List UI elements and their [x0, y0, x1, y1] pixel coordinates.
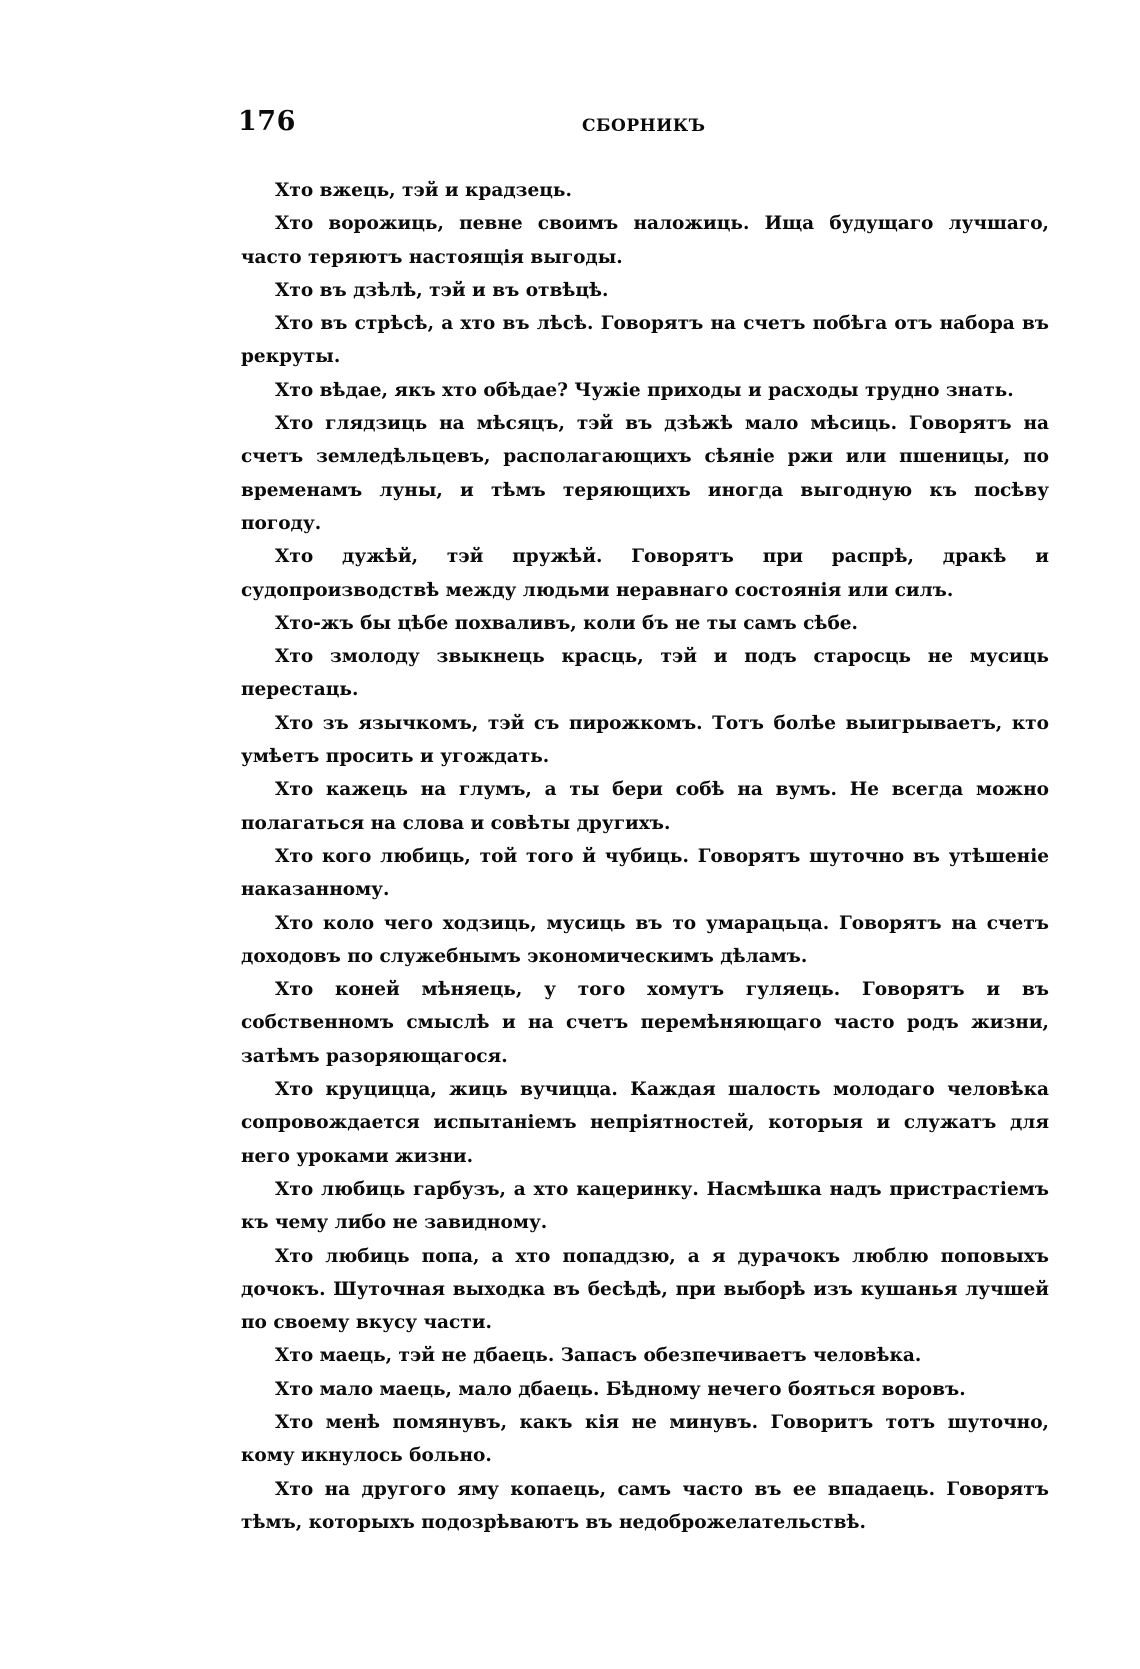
proverb-entry: Хто кажець на глумъ, а ты бери собѣ на вумъ. Не всегда можно полагаться на слова и совѣты другихъ. — [241, 779, 1049, 834]
proverb-entry: Хто-жъ бы цѣбе похваливъ, коли бъ не ты самъ сѣбе. — [275, 612, 858, 634]
running-title: СБОРНИКЪ — [582, 116, 706, 136]
proverb-entry: Хто круциццa, жиць вучицца. Каждая шалость молодаго человѣка сопровождается испытаніемъ непріятностей, которыя и служатъ для него уроками жизни. — [241, 1079, 1049, 1167]
proverb-entry: Хто въ дзѣлѣ, тэй и въ отвѣцѣ. — [275, 279, 609, 301]
running-head — [238, 106, 1048, 148]
proverb-entry: Хто на другого яму копаець, самъ часто въ ее впадаець. Говорятъ тѣмъ, которыхъ подозрѣваютъ въ недоброжелательствѣ. — [241, 1478, 1049, 1533]
proverb-entry: Хто маець, тэй не дбаець. Запасъ обезпечиваетъ человѣка. — [275, 1345, 922, 1367]
proverb-entry: Хто зъ язычкомъ, тэй съ пирожкомъ. Тотъ болѣе выигрываетъ, кто умѣетъ просить и угождать. — [241, 712, 1049, 768]
proverb-entry: Хто мало маець, мало дбаець. Бѣдному нечего бояться воровъ. — [275, 1378, 966, 1400]
proverb-entry: Хто ворожиць, певне своимъ наложиць. Ища будущаго лучшаго, часто теряютъ настоящія выгоды. — [241, 213, 1049, 268]
page-number: 176 — [238, 106, 296, 137]
proverb-entry: Хто коней мѣняець, у того хомутъ гуляець. Говорятъ и въ собственномъ смыслѣ и на счетъ перемѣняющаго часто родъ жизни, затѣмъ разоряющагося. — [241, 979, 1049, 1067]
proverb-entry: Хто любиць гарбузъ, а хто кацеринку. Насмѣшка надъ пристрастіемъ къ чему либо не завидному. — [241, 1178, 1049, 1234]
proverb-entry: Хто змолоду звыкнець красць, тэй и подъ старосць не мусиць перестаць. — [241, 646, 1049, 701]
proverb-entry: Хто вжець, тэй и крадзець. — [275, 180, 572, 201]
proverb-entry: Хто вѣдае, якъ хто обѣдае? Чужіе приходы и расходы трудно знать. — [275, 379, 1014, 401]
proverb-list — [241, 174, 1049, 1539]
proverb-entry: Хто дужѣй, тэй пружѣй. Говорятъ при распрѣ, дракѣ и судопроизводствѣ между людьми неравнаго состоянія или силъ. — [241, 546, 1049, 601]
proverb-entry: Хто кого любиць, той того й чубиць. Говорятъ шуточно въ утѣшеніе наказанному. — [241, 845, 1049, 901]
proverb-entry: Хто любиць попа, а хто попаддзю, а я дурачокъ люблю поповыхъ дочокъ. Шуточная выходка въ бесѣдѣ, при выборѣ изъ кушанья лучшей по своему вкусу части. — [241, 1245, 1049, 1334]
proverb-entry: Хто въ стрѣсѣ, а хто въ лѣсѣ. Говорятъ на счетъ побѣга отъ набора въ рекруты. — [241, 313, 1049, 368]
proverb-entry: Хто коло чего ходзиць, мусиць въ то умарацьца. Говорятъ на счетъ доходовъ по служебнымъ экономическимъ дѣламъ. — [241, 912, 1049, 967]
proverb-entry: Хто менѣ помянувъ, какъ кія не минувъ. Говоритъ тотъ шуточно, кому икнулось больно. — [241, 1411, 1049, 1467]
proverb-entry: Хто глядзиць на мѣсяцъ, тэй въ дзѣжѣ мало мѣсиць. Говорятъ на счетъ земледѣльцевъ, располагающихъ сѣяніе ржи или пшеницы, по временамъ луны, и тѣмъ теряющихъ иногда выгодную къ посѣву погоду. — [241, 413, 1049, 534]
